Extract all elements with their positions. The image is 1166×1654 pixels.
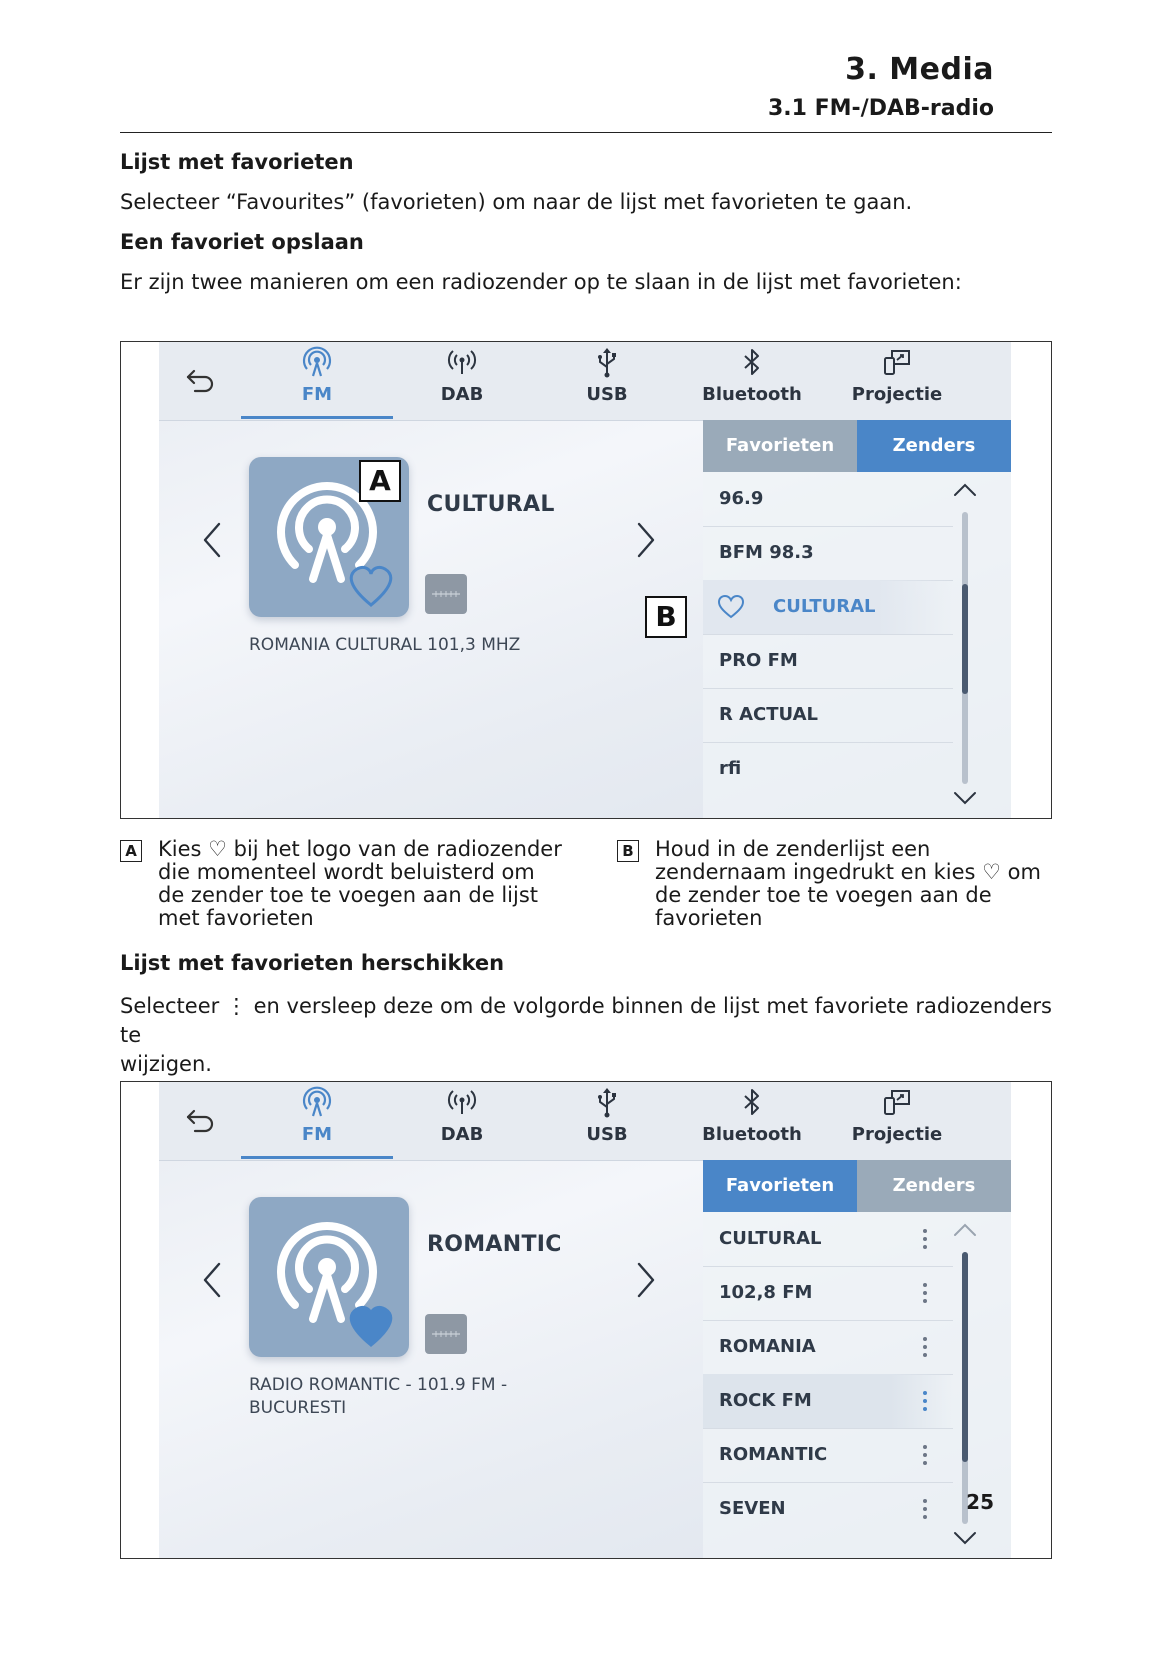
fm-radio-icon [299, 1086, 335, 1120]
signal-bars-icon [425, 1314, 467, 1354]
note-b-line: zendernaam ingedrukt en kies ♡ om [655, 860, 1041, 884]
scrollbar-thumb[interactable] [962, 584, 968, 694]
list-item[interactable] [703, 1482, 953, 1536]
list-tab-favorieten[interactable]: Favorieten [703, 1160, 857, 1212]
next-station-icon[interactable] [633, 518, 659, 562]
tab-bluetooth[interactable] [676, 342, 828, 420]
tab-bluetooth[interactable] [676, 1082, 828, 1160]
tab-usb[interactable] [531, 342, 683, 420]
current-station-full-name [249, 1374, 569, 1420]
fm-radio-icon [299, 346, 335, 380]
back-icon[interactable] [183, 1102, 219, 1138]
tab-bluetooth-label: Bluetooth [702, 1124, 802, 1145]
list-item-label: CULTURAL [773, 596, 876, 617]
list-item[interactable] [703, 1212, 953, 1267]
tab-dab[interactable] [386, 1082, 538, 1160]
paragraph-reorder-line: Selecteer ⋮ en versleep deze om de volgorde binnen de lijst met favoriete radiozenders te [120, 994, 1052, 1047]
list-item-label: CULTURAL [719, 1228, 822, 1249]
dab-antenna-icon [444, 1086, 480, 1120]
scroll-down-icon[interactable] [951, 1528, 979, 1548]
current-station-full-name: ROMANIA CULTURAL 101,3 MHZ [249, 635, 521, 655]
tab-fm-label: FM [301, 384, 333, 405]
note-b-line: de zender toe te voegen aan de [655, 883, 992, 907]
radio-screen [159, 1082, 1011, 1558]
paragraph-favorites-intro: Selecteer “Favourites” (favorieten) om naar de lijst met favorieten te gaan. [120, 190, 913, 214]
current-station-name: ROMANTIC [427, 1232, 562, 1257]
list-item-label: ROMANIA [719, 1336, 816, 1357]
previous-station-icon[interactable] [199, 518, 225, 562]
note-b [617, 838, 1057, 934]
paragraph-reorder-line: wijzigen. [120, 1052, 212, 1076]
note-a-line: Kies ♡ bij het logo van de radiozender [158, 837, 562, 861]
list-item-label: ROMANTIC [719, 1444, 828, 1465]
list-item-label: 96.9 [719, 488, 764, 509]
list-tab-favorieten[interactable]: Favorieten [703, 420, 857, 472]
list-item-label: PRO FM [719, 650, 798, 671]
paragraph-reorder [120, 992, 1060, 1079]
list-item[interactable] [703, 742, 953, 796]
signal-bars-icon [425, 574, 467, 614]
list-item[interactable] [703, 1428, 953, 1483]
list-tabs [703, 420, 1011, 472]
dab-antenna-icon [444, 346, 480, 380]
signal-indicator [425, 1314, 467, 1354]
source-tabbar [159, 1082, 1011, 1161]
section-title: 3.1 FM-/DAB-radio [767, 96, 994, 121]
drag-handle-icon[interactable] [921, 1444, 929, 1466]
scroll-up-icon[interactable] [951, 1220, 979, 1240]
favorites-list-panel [703, 1160, 1011, 1558]
radio-screen [159, 342, 1011, 818]
note-a-line: met favorieten [158, 906, 314, 930]
station-full-line: RADIO ROMANTIC - 101.9 FM - [249, 1375, 508, 1395]
usb-icon [589, 1086, 625, 1120]
page-number: 25 [966, 1490, 994, 1514]
callout-a: A [359, 460, 401, 502]
previous-station-icon[interactable] [199, 1258, 225, 1302]
list-item-label: SEVEN [719, 1498, 786, 1519]
tab-dab-label: DAB [440, 384, 484, 405]
projection-icon [879, 1086, 915, 1120]
list-item[interactable] [703, 526, 953, 581]
scroll-down-icon[interactable] [951, 788, 979, 808]
broadcast-icon [249, 1197, 409, 1357]
screenshot-stations [120, 341, 1052, 819]
list-item[interactable] [703, 472, 953, 527]
list-item-label: 102,8 FM [719, 1282, 813, 1303]
current-station-name: CULTURAL [427, 492, 555, 517]
tab-dab-label: DAB [440, 1124, 484, 1145]
list-tabs [703, 1160, 1011, 1212]
heading-favorites-list: Lijst met favorieten [120, 150, 354, 174]
tab-fm[interactable] [241, 1082, 393, 1160]
note-a [120, 838, 580, 934]
station-logo [249, 1197, 409, 1357]
back-icon[interactable] [183, 362, 219, 398]
tab-usb[interactable] [531, 1082, 683, 1160]
station-list-panel [703, 420, 1011, 818]
tab-projectie[interactable] [821, 342, 973, 420]
tab-usb-label: USB [586, 384, 628, 405]
list-tab-zenders[interactable]: Zenders [857, 420, 1011, 472]
drag-handle-icon[interactable] [921, 1498, 929, 1520]
list-item[interactable] [703, 1320, 953, 1375]
bluetooth-icon [734, 1086, 770, 1120]
list-item[interactable] [703, 688, 953, 743]
note-a-label: A [120, 840, 142, 862]
header-rule [120, 132, 1052, 133]
chapter-title: 3. Media [845, 52, 994, 87]
scroll-up-icon[interactable] [951, 480, 979, 500]
tab-fm[interactable] [241, 342, 393, 420]
tab-fm-label: FM [301, 1124, 333, 1145]
list-item-dragging[interactable] [703, 1374, 953, 1429]
drag-handle-icon[interactable] [921, 1228, 929, 1250]
tab-projectie-label: Projectie [851, 1124, 943, 1145]
tab-projectie[interactable] [821, 1082, 973, 1160]
screenshot-favorites [120, 1081, 1052, 1559]
list-item-label: BFM 98.3 [719, 542, 814, 563]
tab-projectie-label: Projectie [851, 384, 943, 405]
heading-reorder-favorites: Lijst met favorieten herschikken [120, 951, 505, 975]
note-b-line: favorieten [655, 906, 763, 930]
next-station-icon[interactable] [633, 1258, 659, 1302]
callout-b: B [645, 596, 687, 638]
station-full-line: BUCURESTI [249, 1398, 347, 1418]
list-item[interactable] [703, 634, 953, 689]
paragraph-save-ways: Er zijn twee manieren om een radiozender op te slaan in de lijst met favorieten: [120, 270, 962, 294]
list-item-label: ROCK FM [719, 1390, 812, 1411]
source-tabbar [159, 342, 1011, 421]
usb-icon [589, 346, 625, 380]
tab-bluetooth-label: Bluetooth [702, 384, 802, 405]
list-item-selected[interactable] [703, 580, 953, 635]
list-item-label: rfi [719, 758, 742, 779]
note-a-line: de zender toe te voegen aan de lijst [158, 883, 538, 907]
tab-dab[interactable] [386, 342, 538, 420]
scrollbar-thumb[interactable] [962, 1252, 968, 1462]
tab-usb-label: USB [586, 1124, 628, 1145]
projection-icon [879, 346, 915, 380]
note-a-line: die momenteel wordt beluisterd om [158, 860, 535, 884]
note-b-label: B [617, 840, 639, 862]
signal-indicator [425, 574, 467, 614]
list-item[interactable] [703, 1266, 953, 1321]
drag-handle-icon[interactable] [921, 1336, 929, 1358]
list-tab-zenders[interactable]: Zenders [857, 1160, 1011, 1212]
note-b-line: Houd in de zenderlijst een [655, 837, 931, 861]
drag-handle-icon[interactable] [921, 1390, 929, 1412]
list-item-label: R ACTUAL [719, 704, 819, 725]
drag-handle-icon[interactable] [921, 1282, 929, 1304]
heart-icon[interactable] [717, 594, 745, 620]
bluetooth-icon [734, 346, 770, 380]
heading-save-favorite: Een favoriet opslaan [120, 230, 364, 254]
